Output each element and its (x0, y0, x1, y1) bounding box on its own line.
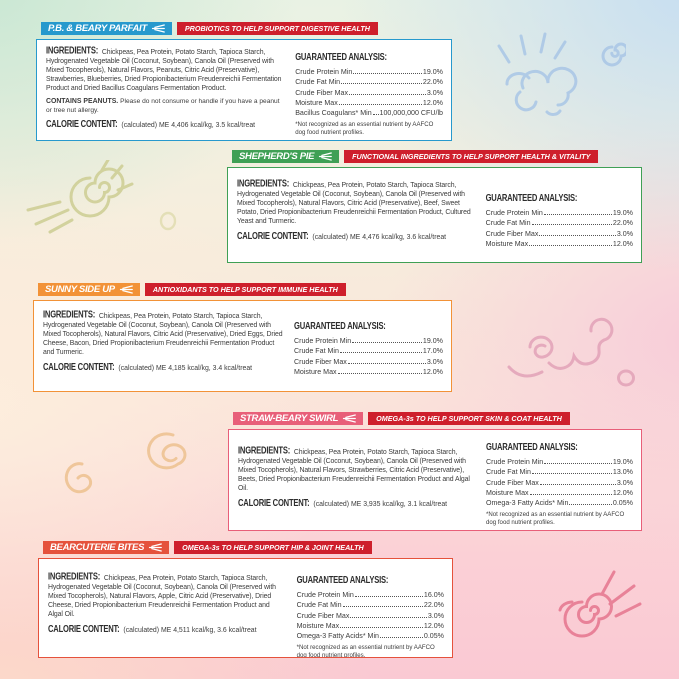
ga-row: Moisture Max 12.0% (485, 239, 633, 248)
calorie-label: CALORIE CONTENT: (48, 622, 120, 635)
claim-banner: OMEGA-3s TO HELP SUPPORT HIP & JOINT HEALTH (174, 541, 372, 554)
ingredients-label: INGREDIENTS: (237, 177, 290, 190)
calorie-label: CALORIE CONTENT: (43, 360, 115, 373)
ga-row: Crude Fiber Max 3.0% (295, 88, 443, 97)
product-name-tag (38, 283, 140, 296)
info-card (228, 429, 642, 531)
product-name-tag (41, 22, 172, 35)
calorie-content: CALORIE CONTENT: (calculated) ME 4,476 kcal/kg, 3.6 kcal/treat (237, 229, 447, 242)
calorie-label: CALORIE CONTENT: (237, 229, 309, 242)
ingredients-label: INGREDIENTS: (46, 44, 99, 57)
ga-row: Omega-3 Fatty Acids* Min 0.05% (486, 499, 633, 508)
panel-bearcuterie-bites (38, 541, 453, 658)
speed-lines-icon (119, 284, 133, 295)
guaranteed-analysis (486, 188, 633, 257)
claim-banner: ANTIOXIDANTS TO HELP SUPPORT IMMUNE HEALTH (145, 283, 346, 296)
ingredients-label: INGREDIENTS: (238, 444, 291, 457)
swirl-doodle-large (133, 430, 189, 480)
ga-row: Crude Protein Min 16.0% (296, 591, 444, 599)
ga-row: Crude Fiber Max 3.0% (485, 229, 633, 238)
info-card (33, 300, 452, 392)
product-name: STRAW-BEARY SWIRL (240, 413, 339, 424)
ga-row: Crude Fat Min 22.0% (296, 601, 444, 610)
wave-squiggle-doodle (503, 291, 645, 393)
aafco-footnote: *Not recognized as an essential nutrient by AAFCO dog food nutrient profiles. (486, 510, 625, 526)
product-name-tag (233, 412, 363, 425)
panel-straw-beary-swirl (228, 412, 642, 531)
pebble-doodle (619, 371, 634, 385)
guaranteed-analysis (294, 316, 443, 386)
aafco-footnote: *Not recognized as an essential nutrient by AAFCO dog food nutrient profiles. (295, 120, 434, 136)
ga-row: Crude Protein Min 19.0% (295, 68, 443, 76)
guaranteed-analysis-label: GUARANTEED ANALYSIS: (294, 319, 386, 332)
claim-banner: OMEGA-3s TO HELP SUPPORT SKIN & COAT HEALTH (368, 412, 570, 425)
ga-row: Crude Fat Min 17.0% (294, 347, 443, 356)
ingredients-text: INGREDIENTS: Chickpeas, Pea Protein, Potato Starch, Tapioca Starch, Hydrogenated Vegetable Oil (Coconut, Soybean), Canola Oil (Preserved with Mixed Tocopherols), Natural Flavors, Citric Acid (Preservative), Dried Eggs, Dried Cheese, Bacon, Dried Propionibacterium Freudenreichii Fermentation Product and Turmeric. (43, 308, 283, 357)
ga-row: Moisture Max 12.0% (486, 488, 633, 497)
guaranteed-analysis-label: GUARANTEED ANALYSIS: (295, 50, 387, 63)
ingredients-text: INGREDIENTS: Chickpeas, Pea Protein, Potato Starch, Tapioca Starch, Hydrogenated Vegetable Oil (Coconut, Soybean), Canola Oil (Preserved with Mixed Tocopherols), Natural Flavors, Citric Acid (Preservative), Beef, Sweet Potato, Dried Propionibacterium Freudenreichii Fermentation Product, Cultured Yeast and Turmeric. (237, 177, 471, 226)
speed-lines-icon (148, 542, 162, 553)
ga-row: Crude Fiber Max 3.0% (486, 478, 633, 487)
calorie-content: CALORIE CONTENT: (calculated) ME 3,935 kcal/kg, 3.1 kcal/treat (238, 496, 448, 509)
guaranteed-analysis (486, 437, 633, 525)
sun-doodle (26, 160, 138, 240)
calorie-label: CALORIE CONTENT: (238, 496, 310, 509)
spiral-doodle (598, 42, 626, 70)
ga-row: Crude Protein Min 19.0% (294, 337, 443, 345)
ga-row: Crude Fat Min 22.0% (295, 78, 443, 87)
ingredients-text: INGREDIENTS: Chickpeas, Pea Protein, Potato Starch, Tapioca Starch, Hydrogenated Vegetable Oil (Coconut, Soybean), Canola Oil (Preserved with Mixed Tocopherols), Natural Flavors, Apple, Citric Acid (Preservative), Dried Cheese, Dried Propionibacterium Freudenreichii Fermentation Product and Algal Oil. (48, 570, 276, 619)
ga-row: Moisture Max 12.0% (294, 367, 443, 376)
guaranteed-analysis-label: GUARANTEED ANALYSIS: (296, 573, 389, 586)
ga-row: Moisture Max 12.0% (296, 621, 444, 630)
ga-row: Crude Protein Min 19.0% (486, 458, 633, 466)
ga-row: Crude Protein Min 19.0% (485, 209, 633, 217)
guaranteed-analysis-label: GUARANTEED ANALYSIS: (485, 191, 578, 204)
aafco-footnote: *Not recognized as an essential nutrient by AAFCO dog food nutrient profiles. (296, 643, 435, 658)
guaranteed-analysis (296, 570, 444, 658)
ingredients-label: INGREDIENTS: (48, 570, 101, 583)
ga-row: Crude Fiber Max 3.0% (296, 611, 444, 620)
ring-doodle (158, 210, 178, 232)
panel-sunny-side-up (33, 283, 452, 392)
ingredients-text: INGREDIENTS: Chickpeas, Pea Protein, Potato Starch, Tapioca Starch, Hydrogenated Vegetable Oil (Coconut, Soybean), Canola Oil (Preserved with Mixed Tocopherols), Natural Flavors, Strawberries, Citric Acid (Preservative), Beets, Dried Propionibacterium Freudenreichii Fermentation Product and Algal Oil. (238, 444, 470, 493)
product-name: SHEPHERD'S PIE (239, 151, 315, 162)
ga-row: Crude Fat Min 13.0% (486, 468, 633, 477)
product-name-tag (43, 541, 169, 554)
ga-row: Omega-3 Fatty Acids* Min 0.05% (296, 632, 444, 641)
ga-row: Moisture Max 12.0% (295, 98, 443, 107)
calorie-content: CALORIE CONTENT: (calculated) ME 4,406 kcal/kg, 3.5 kcal/treat (46, 117, 256, 130)
allergen-warning: CONTAINS PEANUTS. Please do not consume or handle if you have a peanut or tree nut allergy. (46, 97, 280, 114)
claim-banner: PROBIOTICS TO HELP SUPPORT DIGESTIVE HEALTH (177, 22, 378, 35)
guaranteed-analysis (295, 47, 443, 135)
speed-lines-icon (318, 151, 332, 162)
calorie-content: CALORIE CONTENT: (calculated) ME 4,511 kcal/kg, 3.6 kcal/treat (48, 622, 257, 635)
claim-banner: FUNCTIONAL INGREDIENTS TO HELP SUPPORT HEALTH & VITALITY (344, 150, 598, 163)
info-card (36, 39, 452, 141)
calorie-content: CALORIE CONTENT: (calculated) ME 4,185 kcal/kg, 3.4 kcal/treat (43, 360, 253, 373)
calorie-label: CALORIE CONTENT: (46, 117, 118, 130)
info-card (38, 558, 453, 658)
product-name: SUNNY SIDE UP (45, 284, 115, 295)
product-name-tag (232, 150, 339, 163)
speed-lines-icon (151, 23, 165, 34)
guaranteed-analysis-label: GUARANTEED ANALYSIS: (486, 440, 578, 453)
sun-spiral-doodle (552, 560, 648, 648)
panel-pb-beary-parfait (36, 22, 452, 141)
swirl-doodle-small (58, 458, 94, 498)
ga-row: Bacillus Coagulans* Min 100,000,000 CFU/lb (295, 109, 443, 118)
product-name: BEARCUTERIE BITES (50, 542, 145, 553)
ingredients-text: INGREDIENTS: Chickpeas, Pea Protein, Potato Starch, Tapioca Starch, Hydrogenated Vegetable Oil (Coconut, Soybean), Canola Oil (Preserved with Mixed Tocopherols), Natural Flavors, Peanuts, Citric Acid (Preservative), Strawberries, Blueberries, Dried Propionibacterium Freudenreichii Fermentation Product and Dried Bacillus Coagulans Fermentation Product. (46, 44, 282, 93)
info-card (227, 167, 642, 263)
product-name: P.B. & BEARY PARFAIT (48, 23, 147, 34)
cloud-doodle (495, 26, 599, 126)
panel-shepherds-pie (227, 150, 642, 263)
ga-row: Crude Fiber Max 3.0% (294, 357, 443, 366)
speed-lines-icon (342, 413, 356, 424)
ingredients-label: INGREDIENTS: (43, 308, 96, 321)
ga-row: Crude Fat Min 22.0% (485, 219, 633, 228)
